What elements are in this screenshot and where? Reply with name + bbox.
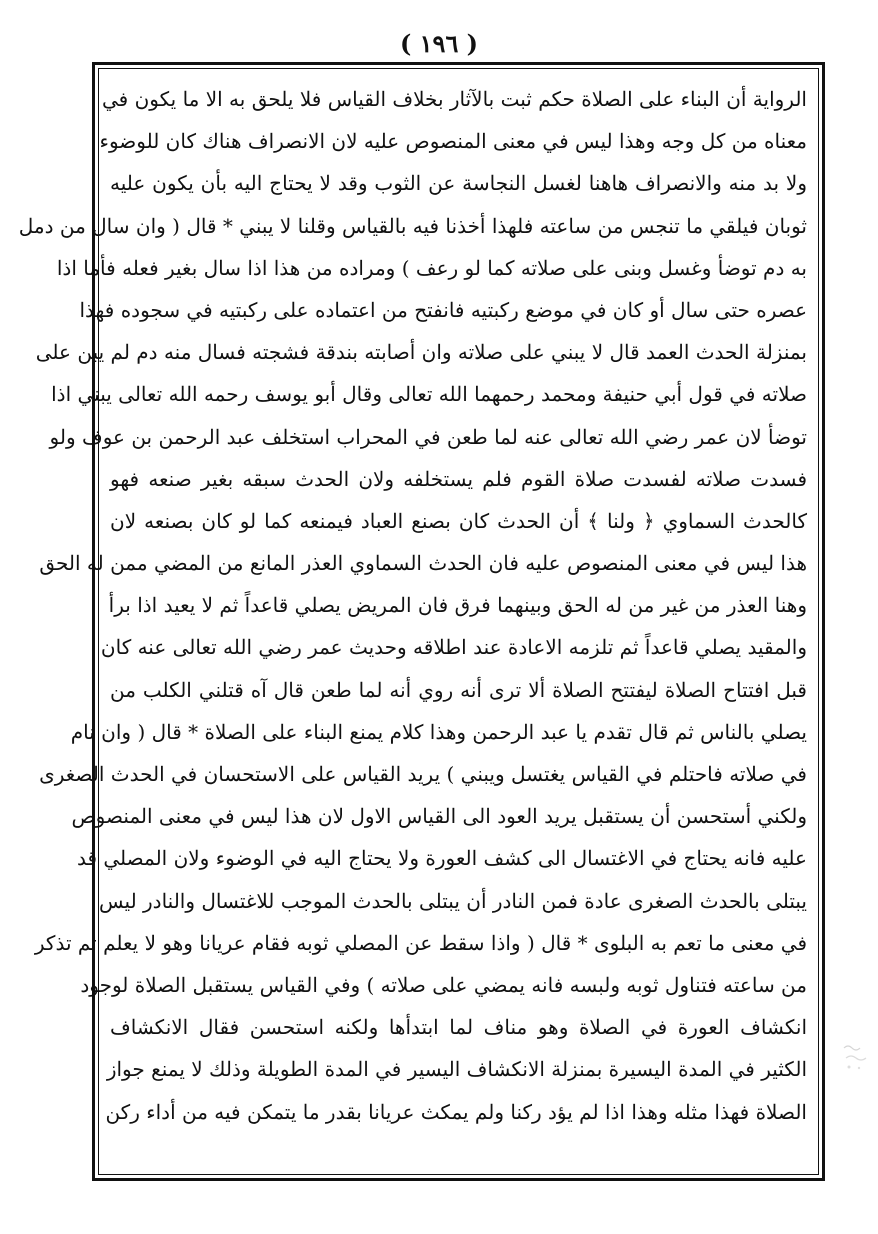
text-line: انكشاف العورة في الصلاة وهو مناف لما ابتدأها ولكنه استحسن فقال الانكشاف — [110, 1015, 808, 1040]
text-line: به دم توضأ وغسل وبنى على صلاته كما لو رعف ) ومراده من هذا اذا سال بغير فعله فأما اذا — [56, 255, 807, 280]
text-line: يصلي بالناس ثم قال تقدم يا عبد الرحمن وهذا كلام يمنع البناء على الصلاة * قال ( وان نام — [70, 719, 807, 744]
text-line: توضأ لان عمر رضي الله تعالى عنه لما طعن في المحراب استخلف عبد الرحمن بن عوف ولو — [49, 424, 807, 449]
text-line: صلاته في قول أبي حنيفة ومحمد رحمهما الله تعالى وقال أبو يوسف رحمه الله تعالى يبني اذا — [51, 382, 807, 407]
text-line: بمنزلة الحدث العمد قال لا يبني على صلاته وان أصابته بندقة فشجته فسال منه دم لم يبن على — [35, 340, 807, 365]
text-line: قبل افتتاح الصلاة ليفتتح الصلاة ألا ترى أنه روي أنه لما طعن قال آه قتلني الكلب من — [110, 677, 807, 702]
text-line: ثوبان فيلقي ما تنجس من ساعته فلهذا أخذنا فيه بالقياس وقلنا لا يبني * قال ( وان سال من دمل — [18, 213, 807, 238]
text-line: عصره حتى سال أو كان في موضع ركبتيه فانفتح من اعتماده على ركبتيه في سجوده فهذا — [79, 297, 807, 322]
text-line: في صلاته فاحتلم في القياس يغتسل ويبني ) يريد القياس على الاستحسان في الحدث الصغرى — [39, 762, 807, 786]
text-line: في معنى ما تعم به البلوى * قال ( واذا سقط عن المصلي ثوبه فقام عريانا وهو لا يعلم ثم تذكر — [34, 930, 807, 955]
faint-scan-mark-icon — [840, 1040, 870, 1076]
text-line: ولا بد منه والانصراف هاهنا لغسل النجاسة عن الثوب وقد لا يحتاج اليه بأن يكون عليه — [110, 171, 807, 196]
faint-margin-mark — [840, 1040, 874, 1080]
text-line: كالحدث السماوي ﴿ ولنا ﴾ أن الحدث كان بصنع العباد فيمنعه كما لو كان بصنعه لان — [110, 508, 807, 533]
text-line: والمقيد يصلي قاعداً ثم تلزمه الاعادة عند اطلاقه وحديث عمر رضي الله تعالى عنه كان — [100, 635, 807, 660]
page-text-block — [18, 72, 817, 1172]
text-line: الكثير في المدة اليسيرة بمنزلة الانكشاف اليسير في المدة الطويلة وذلك لا يمنع جواز — [106, 1057, 807, 1082]
text-line: من ساعته فتناول ثوبه ولبسه فانه يمضي على صلاته ) وفي القياس يستقبل الصلاة لوجود — [80, 972, 807, 997]
page-number: ( ١٩٦ ) — [399, 29, 479, 58]
text-line: فسدت صلاته لفسدت صلاة القوم فلم يستخلفه ولان الحدث سبقه بغير صنعه فهو — [110, 466, 807, 491]
text-line: يبتلى بالحدث الصغرى عادة فمن النادر أن يبتلى بالحدث الموجب للاغتسال والنادر ليس — [99, 888, 807, 913]
text-line: ولكني أستحسن أن يستقبل يريد العود الى القياس الاول لان هذا ليس في معنى المنصوص — [71, 804, 807, 829]
text-line: هذا ليس في معنى المنصوص عليه فان الحدث السماوي العذر المانع من المضي ممن له الحق — [39, 551, 807, 576]
text-line: وهنا العذر من غير من له الحق وبينهما فرق فان المريض يصلي قاعداً ثم لا يعيد اذا برأ — [108, 593, 807, 618]
text-line: عليه فانه يحتاج في الاغتسال الى كشف العورة ولا يحتاج اليه في الوضوء ولان المصلي قد — [76, 846, 807, 871]
text-line: الرواية أن البناء على الصلاة حكم ثبت بالآثار بخلاف القياس فلا يلحق به الا ما يكون في — [102, 87, 807, 111]
text-line: معناه من كل وجه وهذا ليس في معنى المنصوص عليه لان الانصراف هناك كان للوضوء — [99, 129, 807, 154]
text-line: الصلاة فهذا مثله وهذا اذا لم يؤد ركنا ولم يمكث عريانا بقدر ما يتمكن فيه من أداء ركن — [105, 1099, 807, 1124]
